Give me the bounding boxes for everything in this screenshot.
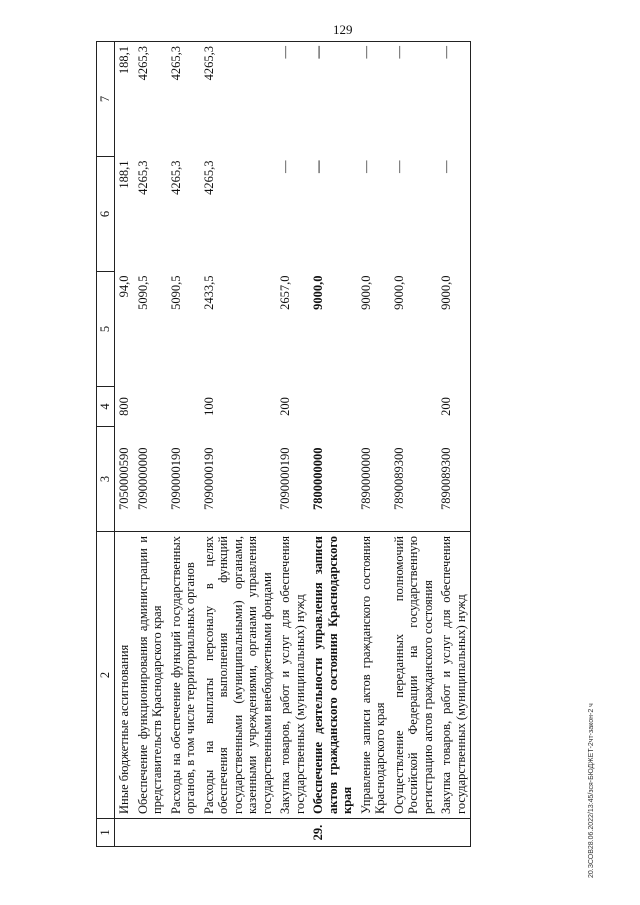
header-cell: 1 bbox=[97, 819, 115, 847]
row-value-6: — bbox=[358, 160, 373, 173]
row-value-6: — bbox=[311, 160, 325, 173]
row-name: Управление записи актов гражданского состояния Краснодарского края bbox=[357, 532, 390, 819]
row-value-6: 4265,3 bbox=[201, 160, 216, 195]
row-value-5: 9000,0 bbox=[311, 275, 325, 310]
row-number: 29. bbox=[309, 819, 357, 847]
row-type bbox=[357, 387, 390, 427]
row-type: 800 bbox=[117, 397, 131, 416]
header-cell: 6 bbox=[97, 157, 115, 272]
row-name: Расходы на обеспечение функций государственных органов, в том числе территориальных органов bbox=[167, 532, 200, 819]
table-row bbox=[276, 42, 309, 847]
row-value-7: 188,1 bbox=[115, 42, 134, 157]
row-value-5: 9000,0 bbox=[391, 275, 406, 310]
header-cell: 3 bbox=[97, 427, 115, 532]
row-value-7: — bbox=[276, 42, 309, 157]
row-value-6: — bbox=[391, 160, 406, 173]
row-value-7: 4265,3 bbox=[134, 42, 167, 157]
table-row bbox=[134, 42, 167, 847]
row-number bbox=[200, 819, 277, 847]
row-name: Закупка товаров, работ и услуг для обеспечения государственных (муниципальных) нужд bbox=[276, 532, 309, 819]
page-number: 129 bbox=[333, 22, 353, 37]
table-row bbox=[357, 42, 390, 847]
table-row bbox=[167, 42, 200, 847]
row-value-7: 4265,3 bbox=[200, 42, 277, 157]
row-code: 7800000000 bbox=[311, 447, 325, 510]
row-number bbox=[437, 819, 471, 847]
row-value-7: — bbox=[437, 42, 471, 157]
row-code: 7090000190 bbox=[278, 447, 292, 510]
row-number bbox=[357, 819, 390, 847]
row-value-5: 9000,0 bbox=[437, 272, 471, 387]
row-value-7: 4265,3 bbox=[167, 42, 200, 157]
row-value-6: 4265,3 bbox=[135, 160, 150, 195]
row-value-6: — bbox=[437, 157, 471, 272]
row-code: 7890089300 bbox=[391, 447, 406, 510]
table-row-section bbox=[309, 42, 357, 847]
table-header-row bbox=[97, 42, 115, 847]
table-row bbox=[390, 42, 438, 847]
header-cell: 7 bbox=[97, 42, 115, 157]
row-name: Осуществление переданных полномочий Российской Федерации на государственную регистрацию актов гражданского состояния bbox=[390, 532, 438, 819]
table-row bbox=[200, 42, 277, 847]
row-number bbox=[167, 819, 200, 847]
row-number bbox=[134, 819, 167, 847]
table-row bbox=[115, 42, 134, 847]
row-code: 7090000190 bbox=[168, 447, 183, 510]
row-type: 200 bbox=[278, 397, 292, 416]
budget-table bbox=[96, 41, 471, 847]
header-cell: 5 bbox=[97, 272, 115, 387]
row-number bbox=[390, 819, 438, 847]
row-code: 7090000000 bbox=[135, 447, 150, 510]
row-value-5: 5090,5 bbox=[135, 275, 150, 310]
row-name: Закупка товаров, работ и услуг для обеспечения государственных (муниципальных) нужд bbox=[437, 532, 471, 819]
row-value-6: 4265,3 bbox=[168, 160, 183, 195]
table-row bbox=[437, 42, 471, 847]
row-value-5: 5090,5 bbox=[168, 275, 183, 310]
row-value-6: 188,1 bbox=[117, 160, 131, 189]
row-code: 7050000590 bbox=[117, 447, 131, 510]
row-value-6: — bbox=[278, 160, 292, 173]
row-type bbox=[134, 387, 167, 427]
row-code: 7890000000 bbox=[358, 447, 373, 510]
row-number bbox=[115, 819, 134, 847]
row-type: 100 bbox=[201, 397, 216, 416]
row-number bbox=[276, 819, 309, 847]
row-value-5: 9000,0 bbox=[358, 275, 373, 310]
row-type: 200 bbox=[437, 387, 471, 427]
row-value-7: — bbox=[309, 42, 357, 157]
row-value-5: 2657,0 bbox=[278, 275, 292, 310]
row-value-5: 94,0 bbox=[117, 275, 131, 298]
header-cell: 4 bbox=[97, 387, 115, 427]
header-cell: 2 bbox=[97, 532, 115, 819]
row-value-7: — bbox=[357, 42, 390, 157]
row-type bbox=[167, 387, 200, 427]
row-name: Иные бюджетные ассигнования bbox=[115, 532, 134, 819]
row-name: Обеспечение деятельности управления записи актов гражданского состояния Краснодарского края bbox=[309, 532, 357, 819]
row-name: Обеспечение функционирования администрации и представительств Краснодарского края bbox=[134, 532, 167, 819]
row-value-5: 2433,5 bbox=[201, 275, 216, 310]
row-code: 7090000190 bbox=[201, 447, 216, 510]
row-name: Расходы на выплаты персоналу в целях обеспечения выполнения функций государственными (муниципальными) органами, казенными учреждениями, органами управления государственными внебюджетными фондами bbox=[200, 532, 277, 819]
row-type bbox=[390, 387, 438, 427]
row-value-7: — bbox=[390, 42, 438, 157]
row-type bbox=[309, 387, 357, 427]
budget-table-rotated bbox=[96, 42, 608, 847]
footer-stamp: 20.ЗСОВ28.06.2022/13:45/зся-БЮДЖЕТ-2чт-закон-2 ч bbox=[588, 703, 595, 878]
row-code: 7890089300 bbox=[437, 427, 471, 532]
